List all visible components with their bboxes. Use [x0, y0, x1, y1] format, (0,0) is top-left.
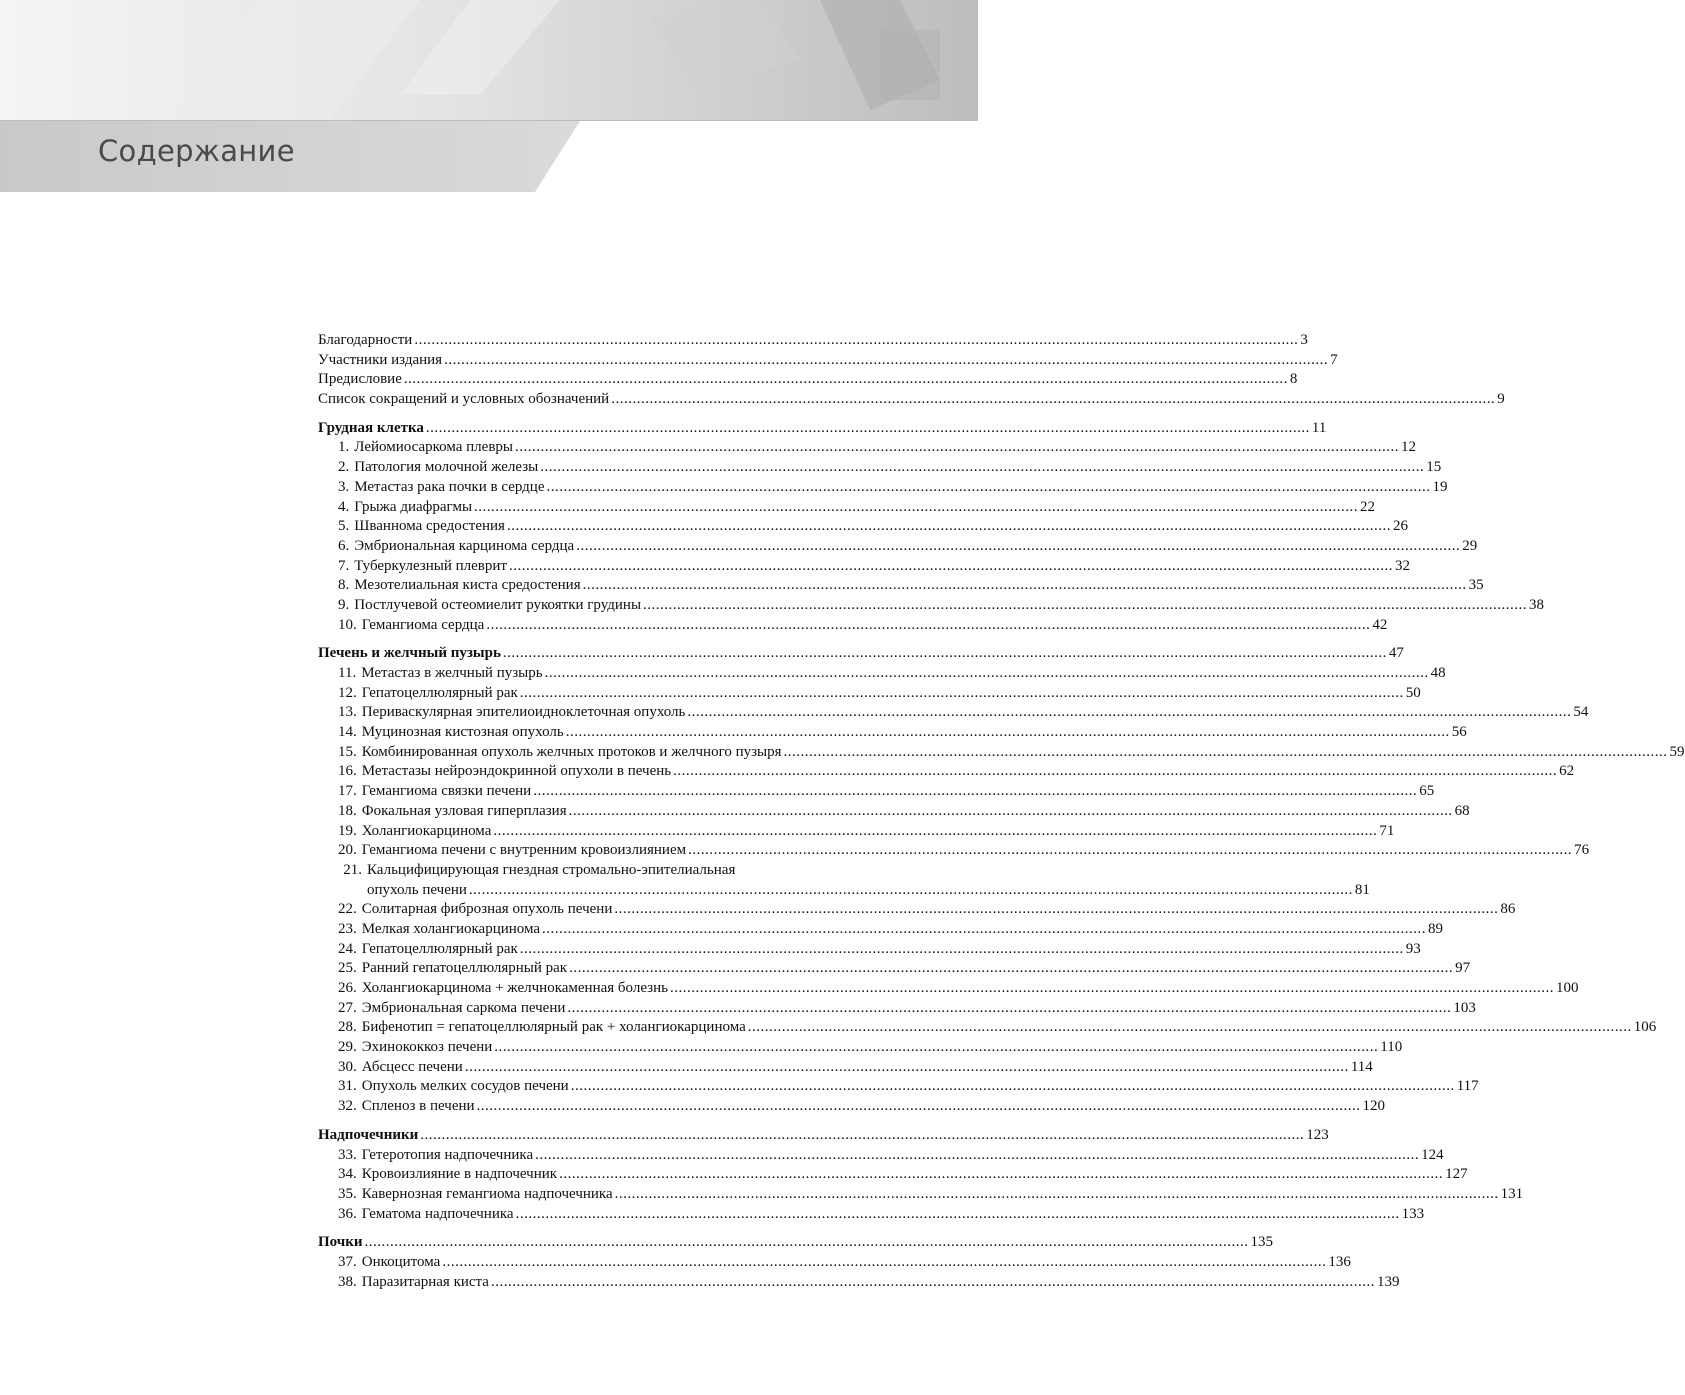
section-gap [318, 635, 912, 644]
toc-entry[interactable] [318, 940, 1421, 960]
dot-leader [547, 478, 1431, 498]
entry-title: Метастазы нейроэндокринной опухоли в печень [361, 763, 672, 780]
toc-entry[interactable] [318, 1273, 1400, 1293]
dot-leader [465, 1058, 1349, 1078]
toc-entry[interactable] [318, 743, 1685, 763]
page-number: 29 [1462, 537, 1478, 554]
entry-title: Мезотелиальная киста средостения [354, 577, 581, 594]
toc-entry[interactable] [318, 959, 1471, 979]
entry-title: Печень и желчный пузырь [318, 645, 501, 662]
page-number: 89 [1428, 920, 1444, 937]
page-number: 123 [1306, 1126, 1329, 1143]
toc-entry[interactable] [318, 802, 1470, 822]
entry-title: Эмбриональная карцинома сердца [354, 537, 575, 554]
page-number: 110 [1380, 1039, 1403, 1056]
toc-entry[interactable] [318, 1018, 1657, 1038]
entry-number: 27. [338, 999, 357, 1016]
entry-title: Кровоизлияние в надпочечник [361, 1166, 558, 1183]
toc-entry[interactable] [318, 1058, 1373, 1078]
toc-entry[interactable] [318, 782, 1435, 802]
entry-number: 35. [338, 1185, 357, 1202]
entry-number: 30. [338, 1058, 357, 1075]
toc-entry[interactable] [318, 723, 1467, 743]
toc-entry[interactable] [318, 596, 1545, 616]
dot-leader [491, 1273, 1375, 1293]
page-number: 50 [1405, 684, 1421, 701]
toc-section-heading[interactable] [318, 1233, 1274, 1253]
page-number: 42 [1372, 616, 1388, 633]
dot-leader [748, 1018, 1632, 1038]
entry-number: 20. [338, 842, 357, 859]
page-number: 127 [1445, 1166, 1468, 1183]
entry-title: Спленоз в печени [361, 1098, 475, 1115]
dot-leader [615, 1185, 1499, 1205]
entry-title: Кальцифицирующая гнездная стромально-эпителиальная [367, 861, 736, 878]
dot-leader [515, 438, 1399, 458]
dot-leader [509, 557, 1393, 577]
dot-leader [687, 703, 1571, 723]
entry-title: Грыжа диафрагмы [354, 498, 473, 515]
page-number: 86 [1500, 901, 1516, 918]
page-number: 54 [1573, 704, 1589, 721]
entry-title: Гепатоцеллюлярный рак [361, 684, 518, 701]
page-number: 93 [1405, 940, 1421, 957]
page-number: 59 [1669, 743, 1685, 760]
entry-title: Надпочечники [318, 1126, 419, 1143]
entry-number: 25. [338, 960, 357, 977]
dot-leader [566, 723, 1450, 743]
table-of-contents [318, 331, 1685, 1292]
entry-title: опухоль печени [367, 881, 467, 898]
entry-number: 31. [338, 1078, 357, 1095]
toc-entry[interactable] [318, 861, 912, 881]
toc-entry[interactable] [318, 1097, 1386, 1117]
entry-title: Гемангиома связки печени [361, 783, 532, 800]
dot-leader [643, 596, 1527, 616]
toc-section-heading[interactable] [318, 644, 1404, 664]
dot-leader [507, 517, 1391, 537]
entry-title: Опухоль мелких сосудов печени [361, 1078, 569, 1095]
dot-leader [503, 644, 1387, 664]
entry-number: 10. [338, 616, 357, 633]
entry-title: Холангиокарцинома + желчнокаменная болезнь [361, 980, 668, 996]
entry-number: 14. [338, 724, 357, 741]
toc-entry[interactable] [318, 1185, 1524, 1205]
page-number: 114 [1350, 1058, 1373, 1075]
section-gap [318, 1117, 912, 1126]
toc-entry[interactable] [318, 390, 1505, 410]
entry-number: 3. [338, 478, 350, 495]
dot-leader [576, 537, 1460, 557]
page-number: 120 [1362, 1098, 1386, 1115]
entry-title: Периваскулярная эпителиоидноклеточная опухоль [361, 704, 686, 721]
toc-entry[interactable] [318, 762, 1575, 782]
entry-title: Паразитарная киста [361, 1273, 489, 1290]
dot-leader [404, 370, 1288, 390]
toc-entry[interactable] [318, 684, 1421, 704]
toc-entry[interactable] [318, 703, 1589, 723]
toc-entry[interactable] [318, 331, 1308, 351]
section-gap [318, 1224, 912, 1233]
section-gap [318, 410, 912, 419]
entry-title: Гемангиома печени с внутренним кровоизлиянием [361, 842, 687, 859]
page-number: 100 [1555, 980, 1579, 996]
dot-leader [559, 1165, 1443, 1185]
page-number: 22 [1360, 498, 1376, 515]
toc-entry[interactable] [318, 1253, 1351, 1273]
entry-number: 17. [338, 783, 357, 800]
toc-entry[interactable] [318, 351, 1338, 371]
page-number: 76 [1574, 842, 1590, 859]
toc-entry[interactable] [318, 664, 1446, 684]
page-number: 35 [1468, 577, 1484, 594]
dot-leader [516, 1205, 1400, 1225]
page-number: 117 [1456, 1078, 1479, 1095]
entry-title: Туберкулезный плеврит [354, 557, 507, 574]
toc-entry[interactable] [318, 537, 1478, 557]
entry-title: Предисловие [318, 371, 402, 388]
toc-entry[interactable] [318, 370, 1298, 390]
dot-leader [469, 881, 1353, 901]
page-number: 8 [1289, 371, 1298, 388]
entry-title: Фокальная узловая гиперплазия [361, 802, 567, 819]
entry-number: 22. [338, 901, 357, 918]
entry-number: 32. [338, 1098, 357, 1115]
entry-title: Мелкая холангиокарцинома [361, 920, 541, 937]
entry-title: Список сокращений и условных обозначений [318, 391, 610, 408]
toc-entry[interactable] [318, 900, 1516, 920]
toc-entry[interactable] [318, 841, 1590, 861]
entry-title: Благодарности [318, 332, 413, 348]
entry-title: Комбинированная опухоль желчных протоков и желчного пузыря [361, 743, 782, 760]
page-number: 32 [1394, 557, 1410, 574]
page-number: 38 [1529, 596, 1545, 613]
page-number: 56 [1451, 724, 1467, 741]
dot-leader [444, 351, 1328, 371]
entry-title: Шваннома средостения [354, 518, 505, 535]
toc-entry-continuation[interactable] [318, 881, 1370, 901]
toc-entry[interactable] [318, 458, 1442, 478]
dot-leader [493, 822, 1377, 842]
toc-entry[interactable] [318, 822, 1395, 842]
entry-title: Кавернозная гемангиома надпочечника [361, 1185, 613, 1202]
page-number: 3 [1300, 332, 1308, 348]
dot-leader [533, 782, 1417, 802]
entry-number: 5. [338, 518, 350, 535]
page-number: 26 [1392, 518, 1408, 535]
entry-number: 15. [338, 743, 357, 760]
dot-leader [571, 1077, 1455, 1097]
entry-title: Патология молочной железы [354, 459, 539, 476]
entry-title: Почки [318, 1234, 363, 1251]
entry-number: 21. [343, 861, 362, 878]
dot-leader [535, 1146, 1419, 1166]
dot-leader [520, 940, 1404, 960]
page-number: 9 [1497, 391, 1505, 408]
dot-leader [567, 999, 1451, 1019]
entry-number: 11. [338, 665, 357, 681]
entry-title: Метастаз в желчный пузырь [361, 665, 543, 681]
dot-leader [486, 616, 1370, 636]
toc-entry[interactable] [318, 517, 1408, 537]
toc-entry[interactable] [318, 557, 1410, 577]
page-number: 136 [1328, 1253, 1351, 1270]
dot-leader [520, 684, 1404, 704]
entry-title: Гематома надпочечника [361, 1205, 514, 1222]
dot-leader [494, 1038, 1378, 1058]
toc-entry[interactable] [318, 999, 1476, 1019]
page-number: 19 [1432, 478, 1448, 495]
entry-title: Гепатоцеллюлярный рак [361, 940, 518, 957]
entry-number: 16. [338, 763, 357, 780]
entry-title: Солитарная фиброзная опухоль печени [361, 901, 613, 918]
entry-number: 24. [338, 940, 357, 957]
page-number: 106 [1633, 1019, 1657, 1036]
dot-leader [420, 1126, 1304, 1146]
page-number: 131 [1500, 1185, 1524, 1202]
page-title: Содержание [98, 134, 295, 168]
entry-number: 13. [338, 704, 357, 721]
dot-leader [426, 419, 1310, 439]
toc-entry[interactable] [318, 1077, 1479, 1097]
page-number: 65 [1419, 783, 1435, 800]
entry-title: Эмбриональная саркома печени [361, 999, 566, 1016]
toc-entry[interactable] [318, 438, 1416, 458]
toc-entry[interactable] [318, 576, 1484, 596]
toc-entry[interactable] [318, 1205, 1425, 1225]
dot-leader [569, 802, 1453, 822]
page-number: 68 [1454, 802, 1470, 819]
toc-entry[interactable] [318, 1146, 1444, 1166]
entry-title: Гемангиома сердца [361, 616, 485, 633]
entry-number: 19. [338, 822, 357, 839]
entry-title: Метастаз рака почки в сердце [354, 478, 545, 495]
page-number: 71 [1379, 822, 1395, 839]
entry-title: Холангиокарцинома [361, 822, 492, 839]
dot-leader [477, 1097, 1361, 1117]
toc-section-heading[interactable] [318, 419, 1327, 439]
entry-number: 8. [338, 577, 350, 594]
toc-entry[interactable] [318, 1038, 1403, 1058]
page-number: 139 [1376, 1273, 1400, 1290]
page-number: 62 [1559, 763, 1575, 780]
entry-number: 34. [338, 1166, 357, 1183]
entry-title: Бифенотип = гепатоцеллюлярный рак + холангиокарцинома [361, 1019, 746, 1036]
entry-number: 23. [338, 920, 357, 937]
entry-title: Ранний гепатоцеллюлярный рак [361, 960, 568, 977]
entry-number: 4. [338, 498, 350, 515]
entry-number: 33. [338, 1146, 357, 1163]
entry-number: 38. [338, 1273, 357, 1290]
entry-title: Лейомиосаркома плевры [354, 439, 513, 456]
toc-entry[interactable] [318, 1165, 1468, 1185]
entry-number: 6. [338, 537, 350, 554]
dot-leader [442, 1253, 1326, 1273]
dot-leader [583, 576, 1467, 596]
dot-leader [784, 743, 1668, 763]
dot-leader [673, 762, 1557, 782]
toc-entry[interactable] [318, 498, 1376, 518]
dot-leader [670, 979, 1554, 999]
entry-number: 28. [338, 1019, 357, 1036]
page-number: 81 [1354, 881, 1370, 898]
toc-entry[interactable] [318, 920, 1444, 940]
page-number: 133 [1401, 1205, 1425, 1222]
entry-number: 12. [338, 684, 357, 701]
page-number: 47 [1388, 645, 1404, 662]
dot-leader [365, 1233, 1249, 1253]
entry-number: 29. [338, 1039, 357, 1056]
dot-leader [614, 900, 1498, 920]
entry-title: Онкоцитома [361, 1253, 441, 1270]
entry-title: Муцинозная кистозная опухоль [361, 724, 564, 741]
toc-entry[interactable] [318, 616, 1388, 636]
entry-title: Абсцесс печени [361, 1058, 463, 1075]
entry-number: 26. [338, 980, 357, 996]
page-number: 124 [1421, 1146, 1444, 1163]
dot-leader [611, 390, 1495, 410]
entry-number: 2. [338, 459, 350, 476]
entry-number: 37. [338, 1253, 357, 1270]
page-number: 103 [1453, 999, 1476, 1016]
dot-leader [540, 458, 1424, 478]
dot-leader [414, 331, 1298, 351]
entry-title: Постлучевой остеомиелит рукоятки грудины [354, 596, 642, 613]
page-number: 15 [1426, 459, 1442, 476]
entry-number: 36. [338, 1205, 357, 1222]
entry-number: 7. [338, 557, 350, 574]
dot-leader [474, 498, 1358, 518]
entry-number: 1. [338, 439, 350, 456]
dot-leader [542, 920, 1426, 940]
page-number: 11 [1311, 419, 1327, 436]
entry-title: Гетеротопия надпочечника [361, 1146, 534, 1163]
page-number: 12 [1400, 439, 1416, 456]
page-number: 97 [1455, 960, 1471, 977]
page-number: 7 [1330, 351, 1338, 368]
page-number: 135 [1250, 1234, 1274, 1251]
entry-title: Участники издания [318, 351, 443, 368]
entry-title: Эхинококкоз печени [361, 1039, 493, 1056]
toc-section-heading[interactable] [318, 1126, 1329, 1146]
entry-number: 18. [338, 802, 357, 819]
entry-title: Грудная клетка [318, 419, 424, 436]
toc-entry[interactable] [318, 979, 1579, 999]
entry-number: 9. [338, 596, 350, 613]
dot-leader [688, 841, 1572, 861]
toc-entry[interactable] [318, 478, 1448, 498]
dot-leader [569, 959, 1453, 979]
dot-leader [545, 664, 1429, 684]
page-number: 48 [1430, 665, 1446, 681]
